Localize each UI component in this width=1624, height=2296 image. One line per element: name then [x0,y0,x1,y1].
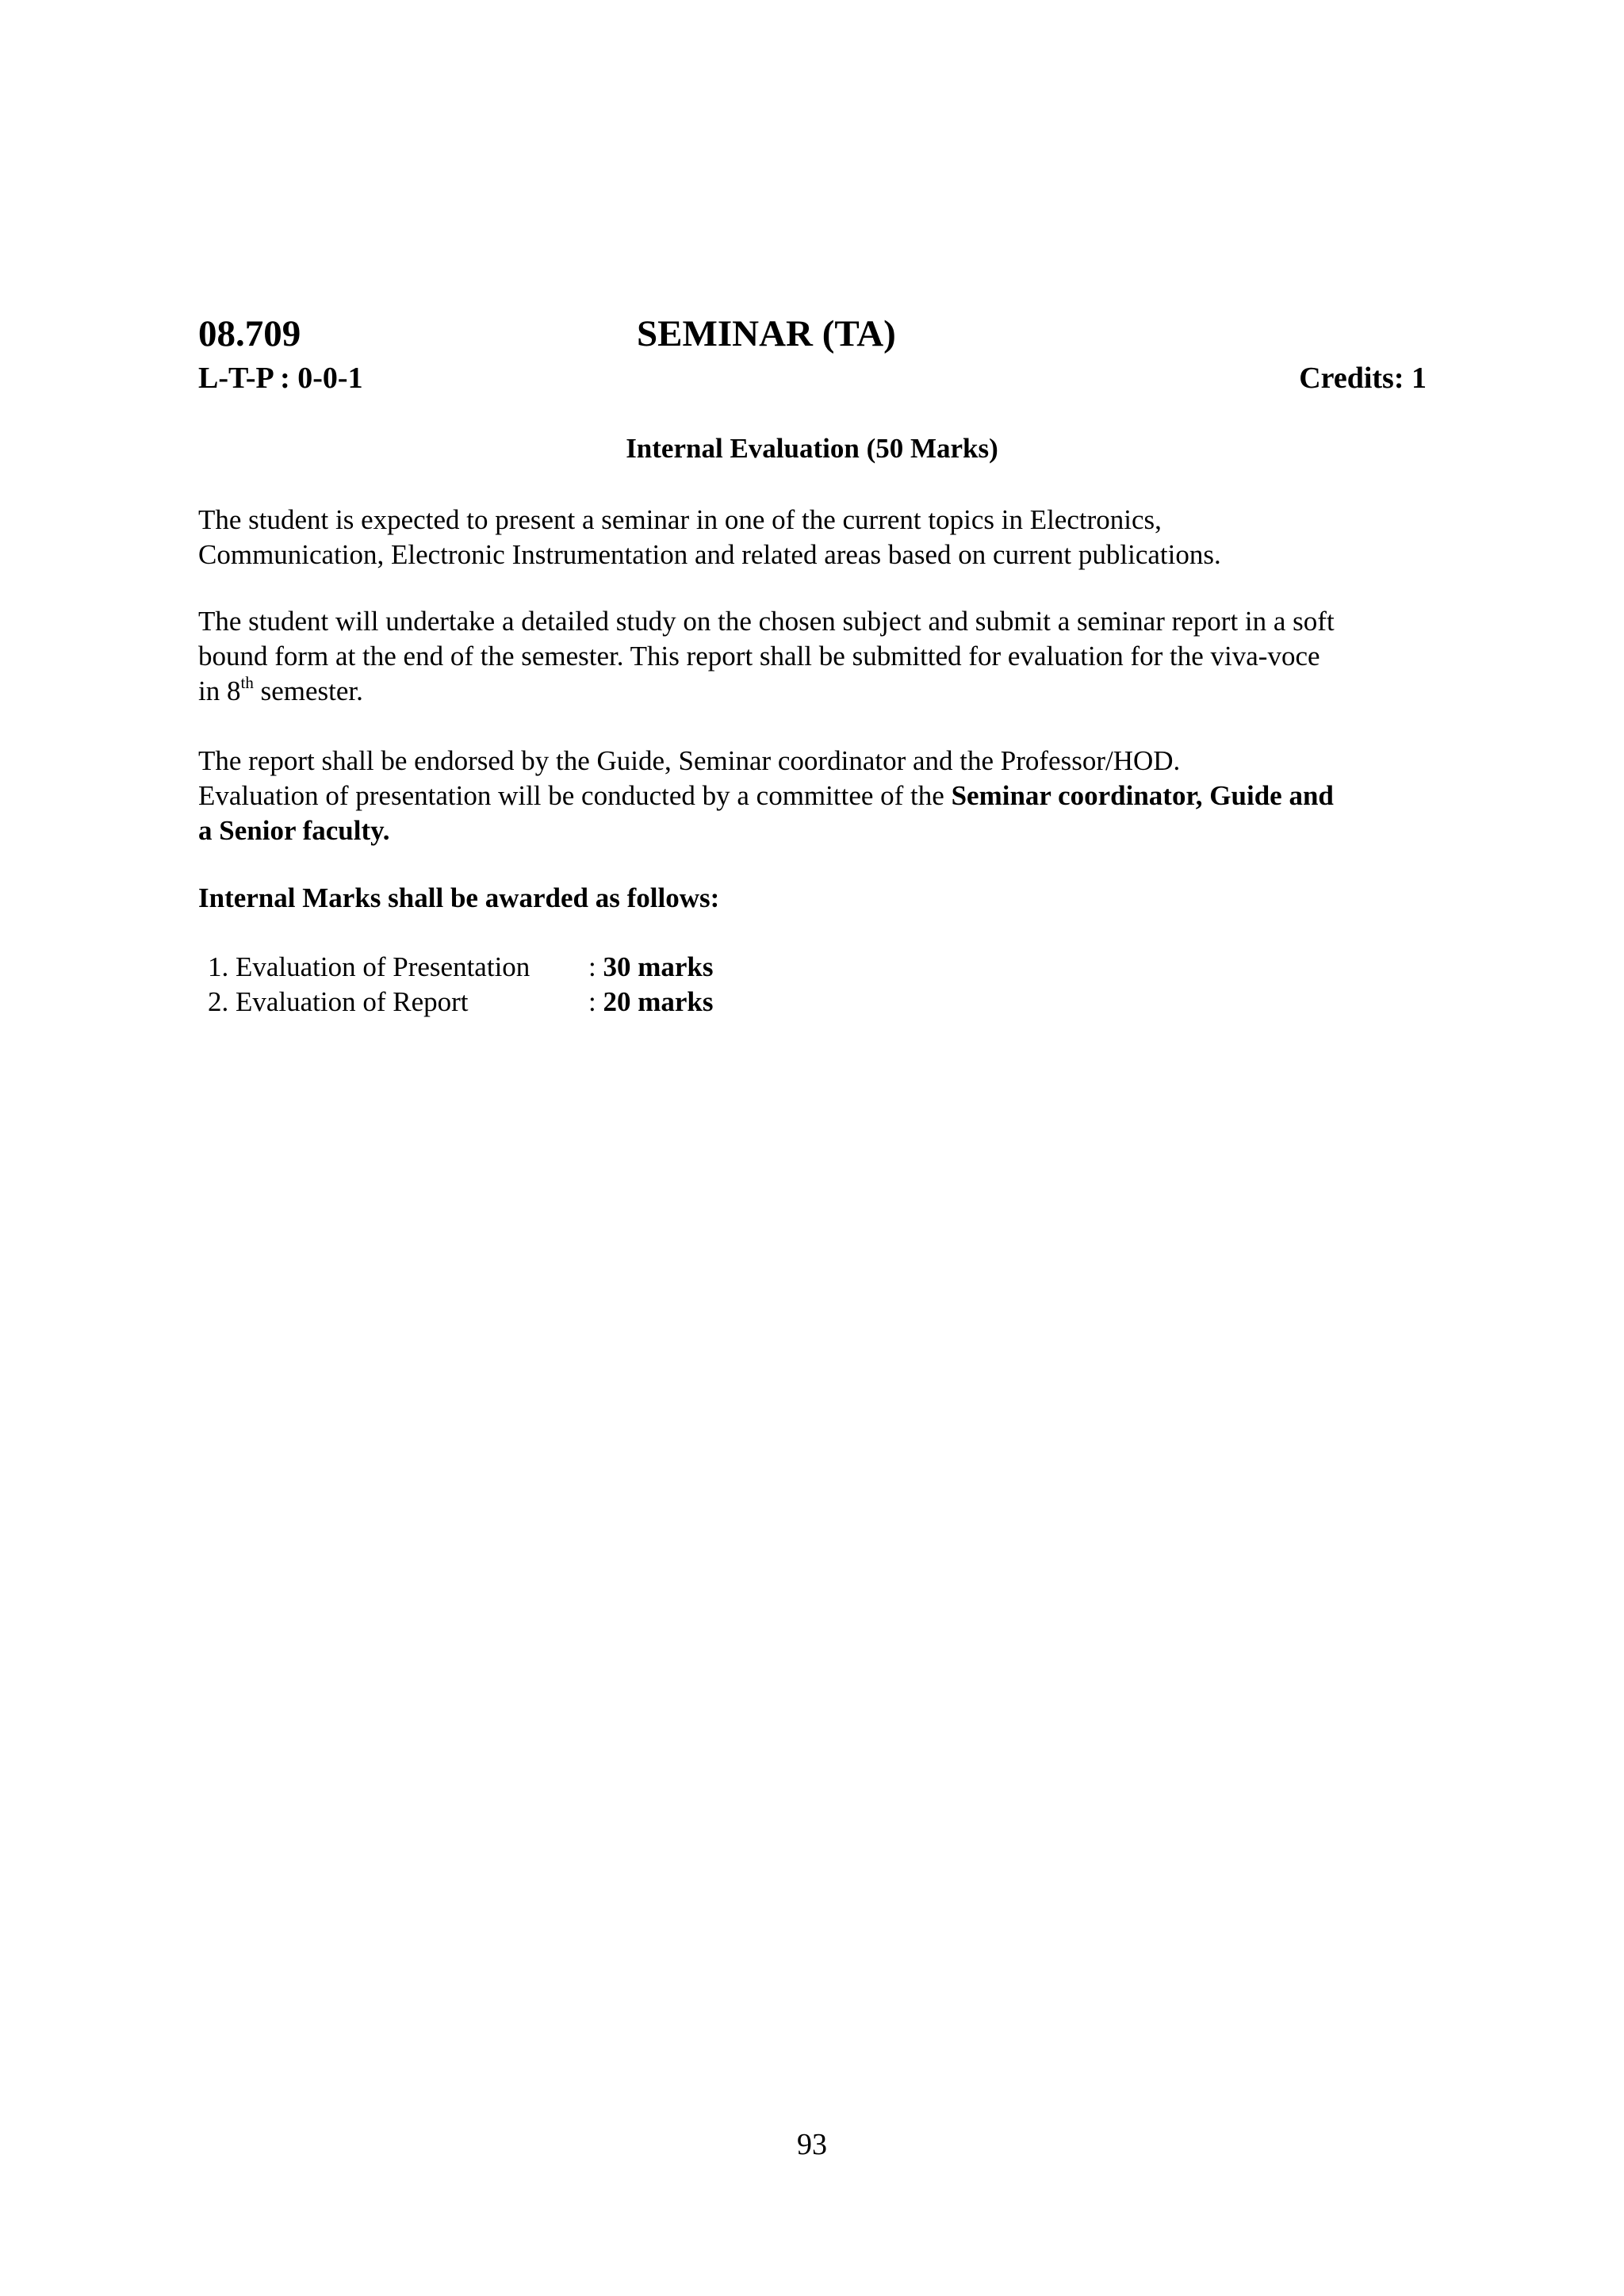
marks-amount: 20 marks [603,986,714,1017]
committee-text: Evaluation of presentation will be conducted by a committee of the [198,780,952,811]
course-title: SEMINAR (TA) [637,313,896,354]
paragraph-line: The student is expected to present a seminar in one of the current topics in Electronics, [198,504,1162,535]
paragraph-line [198,779,1443,813]
page-number: 93 [797,2128,827,2161]
marks-amount: 30 marks [603,951,714,982]
marks-separator: : [588,951,603,982]
credits-info: Credits: 1 [1299,362,1427,395]
marks-label: 1. Evaluation of Presentation [208,951,530,982]
paragraph-topics [198,503,1443,572]
marks-label: 2. Evaluation of Report [208,986,469,1017]
marks-heading: Internal Marks shall be awarded as follows: [198,882,720,913]
paragraph-line [198,813,1443,848]
paragraph-line [198,674,1443,709]
semester-suffix: semester. [253,675,363,706]
ltp-info: L-T-P : 0-0-1 [198,362,363,395]
course-code: 08.709 [198,313,301,354]
paragraph-line: The report shall be endorsed by the Guide, Seminar coordinator and the Professor/HOD. [198,745,1181,776]
paragraph-line: bound form at the end of the semester. This report shall be submitted for evaluation for the viva-voce [198,641,1320,672]
evaluation-heading: Internal Evaluation (50 Marks) [626,433,998,464]
marks-value [588,950,714,985]
marks-separator: : [588,986,603,1017]
paragraph-line: The student will undertake a detailed study on the chosen subject and submit a seminar report in a soft [198,606,1335,637]
ordinal-suffix: th [240,673,254,693]
paragraph-report [198,604,1443,709]
semester-prefix: in 8 [198,675,241,706]
paragraph-endorsement [198,744,1443,848]
paragraph-line: Communication, Electronic Instrumentation and related areas based on current publications. [198,539,1221,570]
committee-members-cont: a Senior faculty. [198,815,390,846]
marks-value [588,985,714,1020]
committee-members: Seminar coordinator, Guide and [951,780,1334,811]
